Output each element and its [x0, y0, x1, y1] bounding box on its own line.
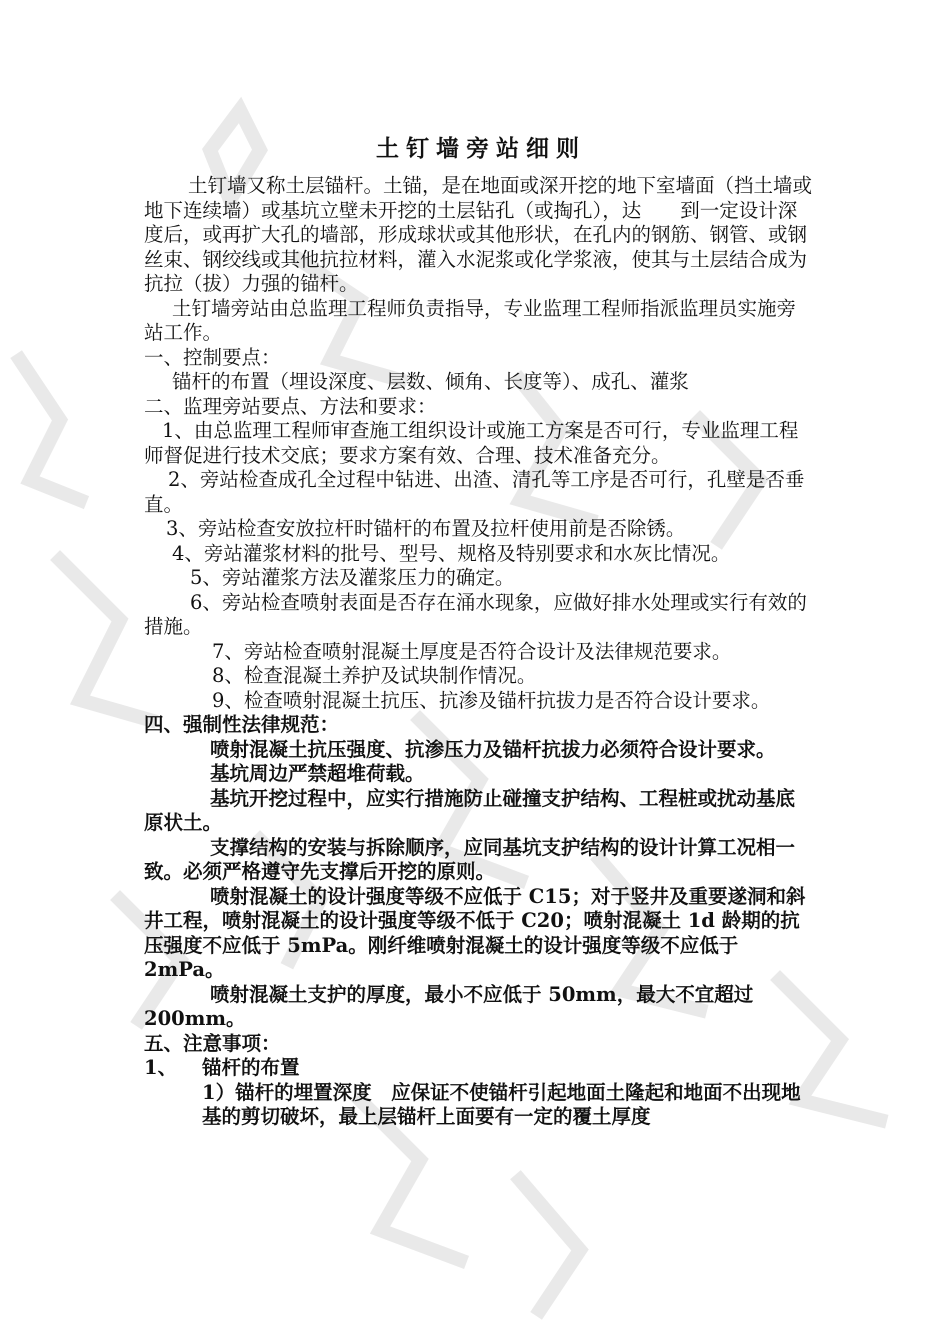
section-2-item-7: 7、旁站检查喷射混凝土厚度是否符合设计及法律规范要求。 — [212, 639, 732, 663]
document-page — [144, 134, 812, 1130]
section-5-heading: 五、注意事项： — [144, 1031, 281, 1055]
section-5-item-1-sub: 1）锚杆的埋置深度 应保证不使锚杆引起地面土隆起和地面不出现地基的剪切破坏，最上层锚杆上面要有一定的覆土厚度 — [202, 1080, 801, 1128]
section-2-item-4: 4、旁站灌浆材料的批号、型号、规格及特别要求和水灰比情况。 — [172, 541, 731, 565]
doc-title: 土钉墙旁站细则 — [376, 135, 586, 162]
intro-paragraph-1: 土钉墙又称土层锚杆。土锚，是在地面或深开挖的地下室墙面（挡土墙或地下连续墙）或基坑立壁未开挖的土层钻孔（或掏孔），达 到一定设计深度后，或再扩大孔的墙部，形成球状或其他形状，在孔内的钢筋、钢管、或钢丝束、钢绞线或其他抗拉材料，灌入水泥浆或化学浆液，使其与土层结合成为抗拉（拔）力强的锚杆。 — [144, 174, 813, 295]
section-4-item-6: 喷射混凝土支护的厚度，最小不应低于 50mm，最大不宜超过 200mm。 — [144, 982, 754, 1030]
section-2-item-6: 6、旁站检查喷射表面是否存在涌水现象，应做好排水处理或实行有效的措施。 — [144, 590, 807, 638]
section-2-item-5: 5、旁站灌浆方法及灌浆压力的确定。 — [190, 566, 515, 589]
section-5-item-1-label: 锚杆的布置 — [202, 1056, 300, 1079]
intro-paragraph-2: 土钉墙旁站由总监理工程师负责指导，专业监理工程师指派监理员实施旁站工作。 — [144, 296, 797, 344]
section-4-item-5: 喷射混凝土的设计强度等级不应低于 C15；对于竖井及重要遂洞和斜井工程，喷射混凝土的设计强度等级不低于 C20；喷射混凝土 1d 龄期的抗压强度不应低于 5mPa。刚纤维喷射混凝土的设计强度等级不应低于 2mPa。 — [144, 884, 806, 981]
section-2-item-1: 1、由总监理工程师审查施工组织设计或施工方案是否可行，专业监理工程师督促进行技术交底；要求方案有效、合理、技术准备充分。 — [144, 419, 799, 467]
section-2-item-9: 9、检查喷射混凝土抗压、抗渗及锚杆抗拔力是否符合设计要求。 — [212, 688, 771, 712]
section-2-heading: 二、监理旁站要点、方法和要求： — [144, 394, 437, 418]
section-4-item-4: 支撑结构的安装与拆除顺序，应同基坑支护结构的设计计算工况相一致。必须严格遵守先支撑后开挖的原则。 — [144, 835, 796, 883]
section-5-item-1 — [144, 1056, 812, 1081]
section-4-item-2: 基坑周边严禁超堆荷载。 — [210, 762, 425, 785]
section-2-item-2: 2、旁站检查成孔全过程中钻进、出渣、清孔等工序是否可行，孔壁是否垂直。 — [144, 468, 805, 516]
section-1-heading: 一、控制要点： — [144, 345, 281, 369]
section-4-heading: 四、强制性法律规范： — [144, 713, 340, 736]
section-5-item-1-number: 1、 — [144, 1056, 178, 1079]
section-1-body: 锚杆的布置（埋设深度、层数、倾角、长度等）、成孔、灌浆 — [172, 370, 689, 393]
section-2-item-3: 3、旁站检查安放拉杆时锚杆的布置及拉杆使用前是否除锈。 — [166, 517, 686, 540]
section-2-item-8: 8、检查混凝土养护及试块制作情况。 — [212, 664, 537, 687]
section-4-item-3: 基坑开挖过程中，应实行措施防止碰撞支护结构、工程桩或扰动基底原状土。 — [144, 786, 796, 834]
section-4-item-1: 喷射混凝土抗压强度、抗渗压力及锚杆抗拔力必须符合设计要求。 — [210, 737, 776, 761]
